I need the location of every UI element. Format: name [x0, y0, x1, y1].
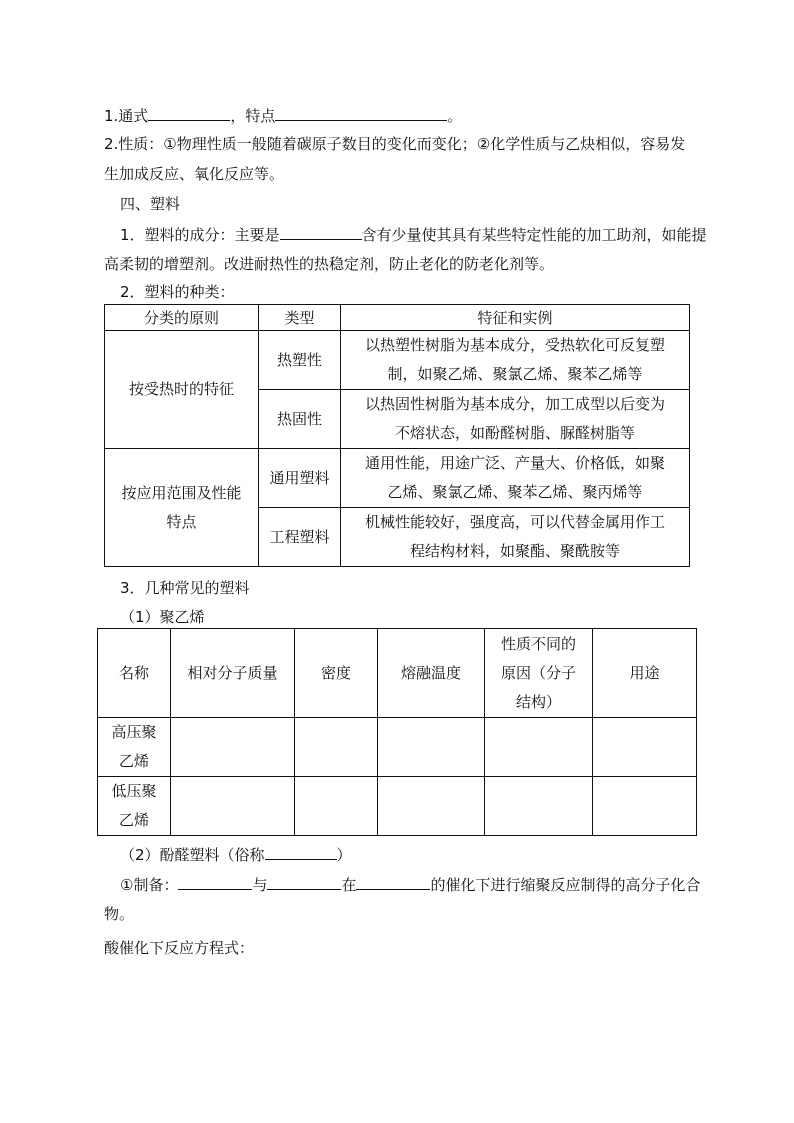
- line-acid-catalysis: 酸催化下反应方程式：: [104, 939, 255, 957]
- table-row: [105, 449, 690, 508]
- header-line: 性质不同的: [500, 634, 576, 653]
- answer-cell[interactable]: [295, 777, 378, 836]
- table-row: [98, 777, 697, 836]
- catalyst-blank[interactable]: [356, 874, 430, 890]
- answer-cell[interactable]: [295, 718, 378, 777]
- header-reason: [485, 629, 593, 718]
- line-properties: 2.性质：①物理性质一般随着碳原子数目的变化而变化；②化学性质与乙炔相似，容易发: [104, 135, 686, 153]
- feature-label: ，特点: [230, 107, 276, 125]
- line-composition: [120, 224, 707, 245]
- answer-cell[interactable]: [171, 777, 295, 836]
- answer-cell[interactable]: [593, 718, 697, 777]
- line-formula: [104, 105, 462, 126]
- name-cell: [98, 718, 171, 777]
- feature-line: 以热塑性树脂为基本成分，受热软化可反复塑: [364, 336, 665, 354]
- reactant1-blank[interactable]: [178, 874, 252, 890]
- header-line: 原因（分子: [500, 663, 576, 682]
- header-use: 用途: [593, 629, 697, 718]
- table-row: [98, 718, 697, 777]
- line-types-heading: 2．塑料的种类：: [120, 283, 235, 301]
- header-name: 名称: [98, 629, 171, 718]
- header-melting-temp: 熔融温度: [378, 629, 485, 718]
- line-composition-cont: 高柔韧的增塑剂。改进耐热性的热稳定剂，防止老化的防老化剂等。: [104, 255, 555, 273]
- common-name-blank[interactable]: [265, 844, 337, 860]
- polyethylene-table: [97, 628, 697, 836]
- in-text: 在: [341, 876, 357, 894]
- feature-line: 乙烯、聚氯乙烯、聚苯乙烯、聚丙烯等: [387, 483, 643, 501]
- name-line: 乙烯: [118, 811, 149, 829]
- type-cell: 热固性: [259, 390, 341, 449]
- formula-blank[interactable]: [148, 105, 230, 121]
- composition-text: 含有少量使其具有某些特定性能的加工助剂，如能提: [361, 226, 707, 244]
- phenolic-label: （2）酚醛塑料（俗称: [120, 846, 265, 864]
- answer-cell[interactable]: [378, 718, 485, 777]
- feature-line: 程结构材料，如聚酯、聚酰胺等: [409, 542, 620, 560]
- line-phenolic: [120, 844, 352, 865]
- plastic-types-table: [104, 304, 690, 567]
- feature-line: 制，如聚乙烯、聚氯乙烯、聚苯乙烯等: [387, 365, 643, 383]
- reactant2-blank[interactable]: [267, 874, 341, 890]
- table-row: [105, 305, 690, 331]
- header-principle: 分类的原则: [105, 305, 259, 331]
- answer-cell[interactable]: [485, 777, 593, 836]
- answer-cell[interactable]: [593, 777, 697, 836]
- answer-cell[interactable]: [171, 718, 295, 777]
- paren-close: ）: [336, 846, 352, 864]
- feature-cell: [341, 449, 690, 508]
- feature-cell: [341, 390, 690, 449]
- answer-cell[interactable]: [485, 718, 593, 777]
- line-preparation-cont: 物。: [104, 905, 135, 923]
- preparation-label: ①制备：: [120, 876, 179, 894]
- group-line: 按应用范围及性能: [121, 483, 242, 502]
- header-features: 特征和实例: [341, 305, 690, 331]
- line-preparation: [120, 874, 701, 895]
- preparation-text: 的催化下进行缩聚反应制得的高分子化合: [430, 876, 701, 894]
- feature-line: 不熔状态，如酚醛树脂、脲醛树脂等: [394, 424, 635, 442]
- line-polyethylene: （1）聚乙烯: [120, 608, 205, 626]
- table-row: [98, 629, 697, 718]
- feature-cell: [341, 508, 690, 567]
- type-cell: 热塑性: [259, 331, 341, 390]
- formula-label: 1.通式: [104, 107, 149, 125]
- header-molecular-mass: 相对分子质量: [171, 629, 295, 718]
- composition-blank[interactable]: [280, 224, 362, 240]
- header-type: 类型: [259, 305, 341, 331]
- table-row: [105, 331, 690, 390]
- and-text: 与: [252, 876, 268, 894]
- name-line: 低压聚: [111, 782, 157, 800]
- feature-blank[interactable]: [275, 105, 447, 121]
- composition-label: 1．塑料的成分：主要是: [120, 226, 280, 244]
- group-heat: 按受热时的特征: [105, 331, 259, 449]
- feature-line: 机械性能较好，强度高，可以代替金属用作工: [364, 513, 665, 531]
- name-cell: [98, 777, 171, 836]
- type-cell: 工程塑料: [259, 508, 341, 567]
- line-common-plastics: 3．几种常见的塑料: [120, 579, 250, 597]
- group-line: 特点: [166, 512, 197, 531]
- answer-cell[interactable]: [378, 777, 485, 836]
- group-application: [105, 449, 259, 567]
- name-line: 乙烯: [118, 752, 149, 770]
- feature-line: 以热固性树脂为基本成分，加工成型以后变为: [364, 395, 665, 413]
- feature-cell: [341, 331, 690, 390]
- header-line: 结构）: [515, 692, 561, 711]
- name-line: 高压聚: [111, 723, 157, 741]
- header-density: 密度: [295, 629, 378, 718]
- period: 。: [447, 107, 463, 125]
- section-plastics-heading: 四、塑料: [120, 195, 181, 213]
- type-cell: 通用塑料: [259, 449, 341, 508]
- feature-line: 通用性能，用途广泛、产量大、价格低，如聚: [364, 454, 665, 472]
- line-properties-cont: 生加成反应、氧化反应等。: [104, 165, 285, 183]
